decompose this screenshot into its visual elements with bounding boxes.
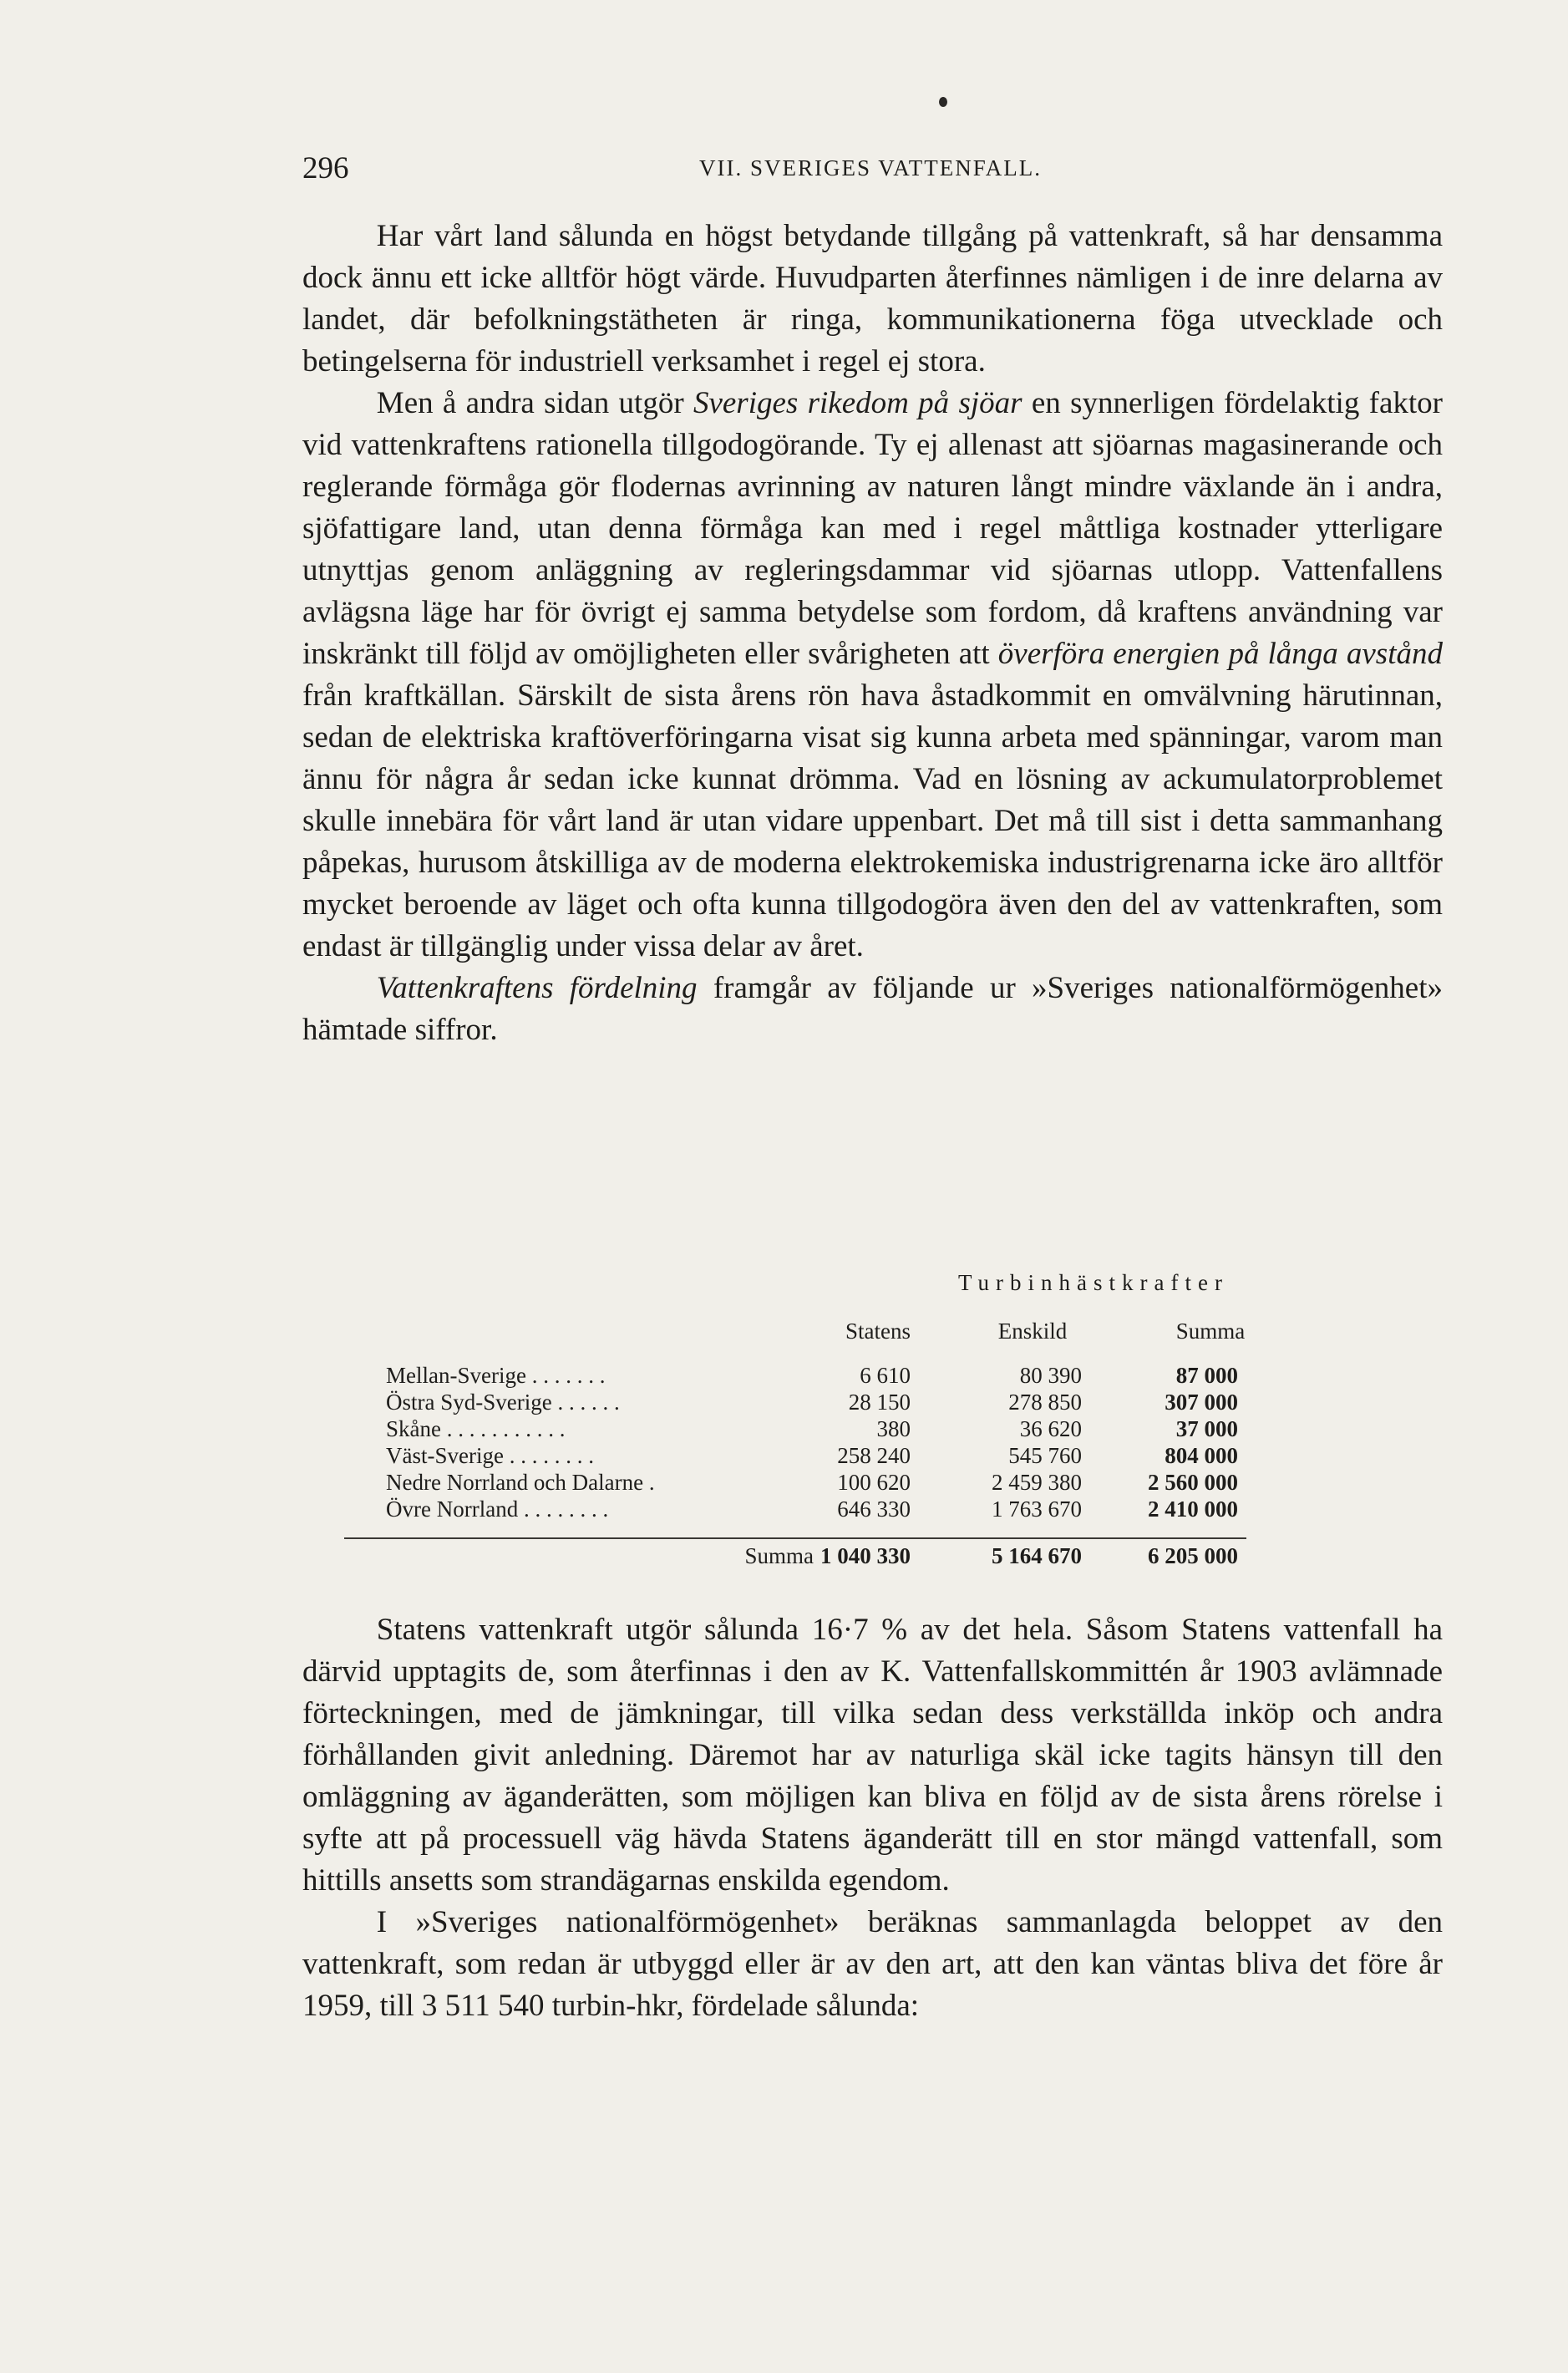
- text-block-lower: [302, 1609, 1443, 2027]
- row-summa: 804 000: [1165, 1443, 1238, 1468]
- paragraph-3: [302, 968, 1443, 1051]
- table-total-row: [386, 1541, 1288, 1571]
- page-header: [302, 150, 1439, 192]
- table-sum-rule: [344, 1537, 1246, 1539]
- table-row: [386, 1469, 1288, 1496]
- paragraph-4: Statens vattenkraft utgör sålunda 16·7 % av det hela. Såsom Statens vattenfall ha därvid upptagits de, som återfinnas i den av K. Vattenfallskommittén år 1903 avlämnade förteckningen, med de jämkningar, till vilka sedan dess verkställda inköp och andra förhållanden givit anledning. Däremot har av naturliga skäl icke tagits hänsyn till den omläggning av äganderätten, som möjligen kan bliva en följd av de sista årens rörelse i syfte att på processuell väg hävda Statens äganderätt till en stor mängd vattenfall, som hittills ansetts som strandägarnas enskilda egendom.: [302, 1613, 1443, 1898]
- row-statens: 646 330: [837, 1496, 911, 1522]
- text-block-upper: [302, 216, 1443, 1051]
- row-enskild: 2 459 380: [992, 1470, 1082, 1495]
- table-caption: Turbinhästkrafter: [958, 1270, 1229, 1295]
- row-region: Övre Norrland . . . . . . . .: [386, 1496, 609, 1522]
- paragraph-2: [302, 383, 1443, 968]
- paragraph-1: Har vårt land sålunda en högst betydande tillgång på vattenkraft, så har densamma dock ännu ett icke alltför högt värde. Huvudparten återfinnes nämligen i de inre delarna av landet, där befolkningstätheten är ringa, kommunikationerna föga utvecklade och betingelserna för industriell verksamhet i regel ej stora.: [302, 219, 1443, 379]
- row-statens: 258 240: [837, 1443, 911, 1468]
- row-summa: 2 560 000: [1148, 1470, 1238, 1495]
- row-region: Skåne . . . . . . . . . . .: [386, 1416, 566, 1441]
- row-summa: 37 000: [1175, 1416, 1238, 1441]
- row-enskild: 545 760: [1008, 1443, 1082, 1468]
- running-head: VII. SVERIGES VATTENFALL.: [698, 155, 1042, 180]
- paragraph-2-text-a: Men å andra sidan utgör: [376, 386, 693, 420]
- row-enskild: 1 763 670: [992, 1496, 1082, 1522]
- table-row: [386, 1362, 1288, 1389]
- row-enskild: 80 390: [1019, 1363, 1082, 1388]
- row-region: Östra Syd-Sverige . . . . . .: [386, 1390, 620, 1415]
- row-summa: 87 000: [1175, 1363, 1238, 1388]
- paragraph-3-text: framgår av följande ur »Sveriges nationalförmögenhet» hämtade siffror.: [302, 971, 1443, 1047]
- paragraph-3-emphasis: Vattenkraftens fördelning: [376, 971, 698, 1005]
- row-region: Nedre Norrland och Dalarne .: [386, 1470, 655, 1495]
- paragraph-5: I »Sveriges nationalförmögenhet» beräknas sammanlagda beloppet av den vattenkraft, som redan är utbyggd eller är av den art, att den kan väntas bliva det före år 1959, till 3 511 540 turbin-hkr, fördelade sålunda:: [302, 1905, 1443, 2023]
- paragraph-2-emphasis-1: Sveriges rikedom på sjöar: [693, 386, 1022, 420]
- total-enskild: 5 164 670: [992, 1543, 1082, 1568]
- total-statens: 1 040 330: [820, 1543, 911, 1568]
- column-header-statens: Statens: [845, 1319, 911, 1344]
- page-number: 296: [302, 151, 349, 185]
- column-header-summa: Summa: [1175, 1319, 1246, 1344]
- total-summa: 6 205 000: [1148, 1543, 1238, 1568]
- table-row: [386, 1389, 1288, 1415]
- ink-dot: [939, 97, 947, 107]
- row-region: Väst-Sverige . . . . . . . .: [386, 1443, 594, 1468]
- row-region: Mellan-Sverige . . . . . . .: [386, 1363, 606, 1388]
- total-label: Summa: [744, 1543, 814, 1568]
- row-statens: 380: [876, 1416, 911, 1441]
- row-statens: 6 610: [860, 1363, 911, 1388]
- column-header-enskild: Enskild: [997, 1319, 1068, 1344]
- row-enskild: 36 620: [1019, 1416, 1082, 1441]
- row-statens: 28 150: [848, 1390, 911, 1415]
- table-row: [386, 1442, 1288, 1469]
- row-summa: 307 000: [1165, 1390, 1238, 1415]
- table-row: [386, 1415, 1288, 1442]
- row-statens: 100 620: [837, 1470, 911, 1495]
- paragraph-2-emphasis-2: överföra energien på långa avstånd: [997, 637, 1443, 671]
- paragraph-2-text-c: från kraftkällan. Särskilt de sista årens rön hava åstadkommit en omvälvning härutinnan, sedan de elektriska kraftöverföringarna visat sig kunna arbeta med spänningar, varom man ännu för några år sedan icke kunnat drömma. Vad en lösning av ackumulatorproblemet skulle innebära för vårt land är utan vidare uppenbart. Det må till sist i detta sammanhang påpekas, hurusom åtskilliga av de moderna elektrokemiska industrigrenarna icke äro alltför mycket beroende av läget och ofta kunna tillgodogöra även den del av vattenkraften, som endast är tillgänglig under vissa delar av året.: [302, 678, 1443, 963]
- paragraph-2-text-b: en synnerligen fördelaktig faktor vid vattenkraftens rationella tillgodogörande. Ty ej allenast att sjöarnas magasinerande och reglerande förmåga gör flodernas avrinning av naturen långt mindre växlande än i andra, sjöfattigare land, utan denna förmåga kan med i regel måttliga kostnader ytterligare utnyttjas genom anläggning av regleringsdammar vid sjöarnas utlopp. Vattenfallens avlägsna läge har för övrigt ej samma betydelse som fordom, då kraftens användning var inskränkt till följd av omöjligheten eller svårigheten att: [302, 386, 1443, 671]
- row-summa: 2 410 000: [1148, 1496, 1238, 1522]
- table-row: [386, 1496, 1288, 1522]
- row-enskild: 278 850: [1008, 1390, 1082, 1415]
